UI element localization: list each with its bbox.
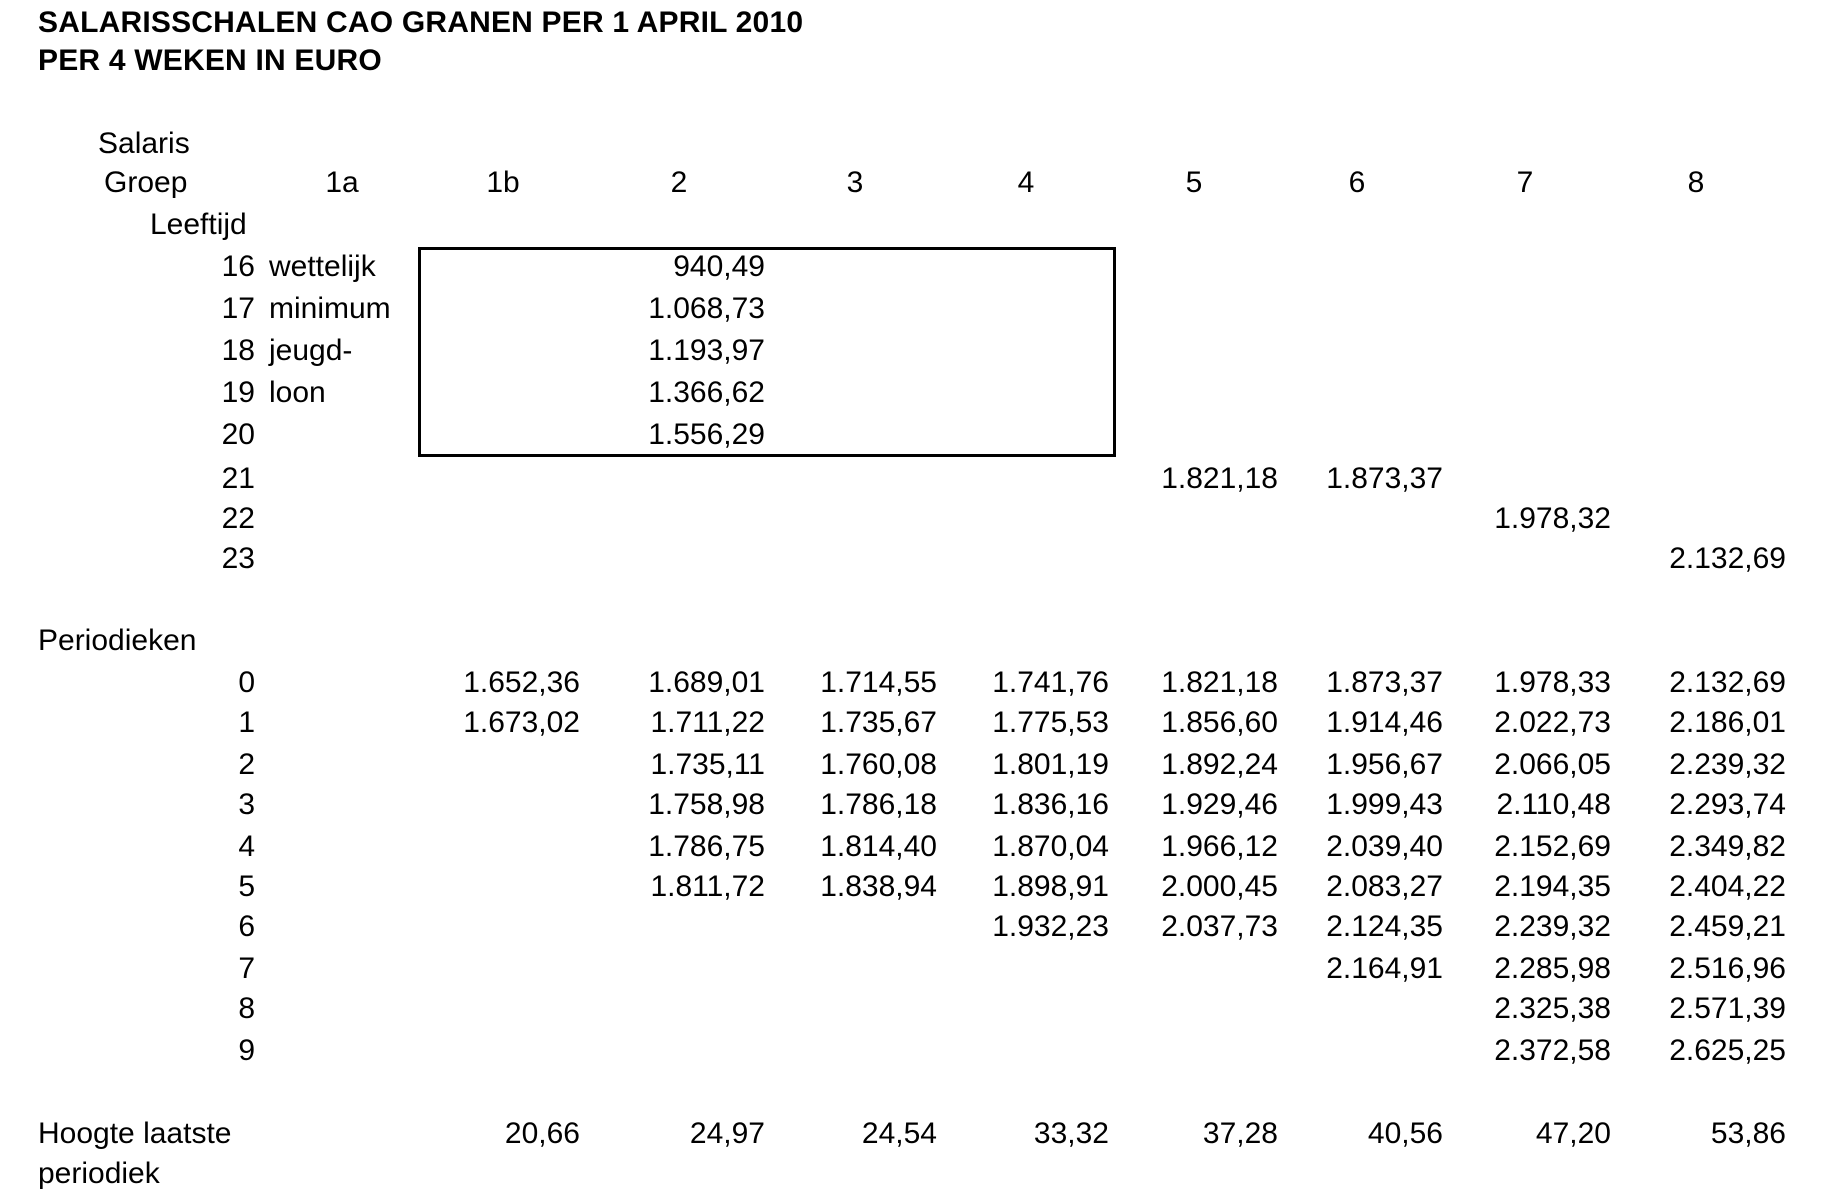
age-16: 16	[221, 250, 255, 283]
periodiek-0-group-8: 2.132,69	[1669, 666, 1786, 699]
periodiek-1-group-1b: 1.673,02	[463, 706, 580, 739]
periodiek-2-group-6: 1.956,67	[1326, 748, 1443, 781]
age-22: 22	[221, 502, 255, 535]
group-header-3: 3	[846, 166, 864, 199]
periodiek-1-group-5: 1.856,60	[1161, 706, 1278, 739]
periodiek-1-group-2: 1.711,22	[650, 706, 765, 739]
periodiek-5-group-3: 1.838,94	[820, 870, 937, 903]
periodiek-8-group-7: 2.325,38	[1494, 992, 1611, 1025]
periodiek-7-group-6: 2.164,91	[1326, 952, 1443, 985]
periodiek-3-group-6: 1.999,43	[1326, 788, 1443, 821]
periodiek-2-group-5: 1.892,24	[1161, 748, 1278, 781]
periodiek-0-group-7: 1.978,33	[1494, 666, 1611, 699]
last-periodic-group-1b: 20,66	[504, 1117, 580, 1150]
periodiek-step-4: 4	[238, 830, 255, 863]
periodiek-step-2: 2	[238, 748, 255, 781]
group-header-5: 5	[1185, 166, 1203, 199]
header-groep: Groep	[104, 166, 188, 199]
periodiek-4-group-2: 1.786,75	[648, 830, 765, 863]
group-header-8: 8	[1687, 166, 1705, 199]
periodiek-6-group-6: 2.124,35	[1326, 910, 1443, 943]
last-periodic-group-3: 24,54	[861, 1117, 937, 1150]
last-periodic-group-4: 33,32	[1033, 1117, 1109, 1150]
age-19: 19	[221, 376, 255, 409]
periodiek-3-group-8: 2.293,74	[1669, 788, 1786, 821]
periodiek-step-7: 7	[238, 952, 255, 985]
periodiek-6-group-4: 1.932,23	[992, 910, 1109, 943]
last-periodic-group-2: 24,97	[689, 1117, 765, 1150]
group-header-4: 4	[1017, 166, 1035, 199]
youth-label-wettelijk: wettelijk	[269, 250, 376, 283]
periodiek-6-group-5: 2.037,73	[1161, 910, 1278, 943]
periodiek-5-group-6: 2.083,27	[1326, 870, 1443, 903]
periodiek-4-group-4: 1.870,04	[992, 830, 1109, 863]
last-periodic-group-5: 37,28	[1202, 1117, 1278, 1150]
youth-label-loon: loon	[269, 376, 326, 409]
periodiek-3-group-2: 1.758,98	[648, 788, 765, 821]
periodiek-1-group-8: 2.186,01	[1669, 706, 1786, 739]
periodiek-7-group-7: 2.285,98	[1494, 952, 1611, 985]
periodiek-step-6: 6	[238, 910, 255, 943]
periodiek-2-group-7: 2.066,05	[1494, 748, 1611, 781]
periodiek-4-group-8: 2.349,82	[1669, 830, 1786, 863]
periodiek-0-group-6: 1.873,37	[1326, 666, 1443, 699]
periodiek-2-group-3: 1.760,08	[820, 748, 937, 781]
periodiek-1-group-7: 2.022,73	[1494, 706, 1611, 739]
periodiek-0-group-4: 1.741,76	[992, 666, 1109, 699]
periodieken-label: Periodieken	[38, 624, 197, 657]
youth-wage-box	[418, 247, 1116, 457]
youth-value-17: 1.068,73	[648, 292, 765, 325]
periodiek-9-group-8: 2.625,25	[1669, 1034, 1786, 1067]
periodiek-1-group-6: 1.914,46	[1326, 706, 1443, 739]
periodiek-6-group-7: 2.239,32	[1494, 910, 1611, 943]
periodiek-step-3: 3	[238, 788, 255, 821]
age-20: 20	[221, 418, 255, 451]
last-periodic-label-line-1: Hoogte laatste	[38, 1117, 232, 1150]
youth-value-20: 1.556,29	[648, 418, 765, 451]
age-17: 17	[221, 292, 255, 325]
youth-value-19: 1.366,62	[648, 376, 765, 409]
header-salaris: Salaris	[98, 127, 190, 160]
periodiek-5-group-7: 2.194,35	[1494, 870, 1611, 903]
group-header-2: 2	[670, 166, 688, 199]
group-header-1a: 1a	[325, 166, 359, 199]
periodiek-2-group-8: 2.239,32	[1669, 748, 1786, 781]
age-18: 18	[221, 334, 255, 367]
periodiek-step-0: 0	[238, 666, 255, 699]
periodiek-9-group-7: 2.372,58	[1494, 1034, 1611, 1067]
youth-value-18: 1.193,97	[648, 334, 765, 367]
age-23-group-8: 2.132,69	[1669, 542, 1786, 575]
periodiek-5-group-5: 2.000,45	[1161, 870, 1278, 903]
age-23: 23	[221, 542, 255, 575]
last-periodic-group-7: 47,20	[1535, 1117, 1611, 1150]
periodiek-5-group-4: 1.898,91	[992, 870, 1109, 903]
document-title-line-1: SALARISSCHALEN CAO GRANEN PER 1 APRIL 2010	[38, 6, 804, 39]
periodiek-step-8: 8	[238, 992, 255, 1025]
age-22-group-7: 1.978,32	[1494, 502, 1611, 535]
periodiek-1-group-4: 1.775,53	[992, 706, 1109, 739]
periodiek-7-group-8: 2.516,96	[1669, 952, 1786, 985]
periodiek-0-group-2: 1.689,01	[648, 666, 765, 699]
periodiek-3-group-3: 1.786,18	[820, 788, 937, 821]
periodiek-5-group-2: 1.811,72	[650, 870, 765, 903]
youth-value-16: 940,49	[673, 250, 765, 283]
last-periodic-label-line-2: periodiek	[38, 1157, 160, 1190]
periodiek-0-group-3: 1.714,55	[820, 666, 937, 699]
age-21: 21	[221, 462, 255, 495]
document-title-line-2: PER 4 WEKEN IN EURO	[38, 44, 382, 77]
periodiek-0-group-1b: 1.652,36	[463, 666, 580, 699]
periodiek-4-group-3: 1.814,40	[820, 830, 937, 863]
periodiek-step-1: 1	[238, 706, 255, 739]
header-leeftijd: Leeftijd	[150, 208, 247, 241]
group-header-6: 6	[1348, 166, 1366, 199]
group-header-7: 7	[1516, 166, 1534, 199]
periodiek-2-group-2: 1.735,11	[650, 748, 765, 781]
age-21-group-5: 1.821,18	[1161, 462, 1278, 495]
periodiek-step-5: 5	[238, 870, 255, 903]
periodiek-1-group-3: 1.735,67	[820, 706, 937, 739]
periodiek-3-group-4: 1.836,16	[992, 788, 1109, 821]
last-periodic-group-8: 53,86	[1710, 1117, 1786, 1150]
periodiek-0-group-5: 1.821,18	[1161, 666, 1278, 699]
periodiek-5-group-8: 2.404,22	[1669, 870, 1786, 903]
last-periodic-group-6: 40,56	[1367, 1117, 1443, 1150]
periodiek-4-group-6: 2.039,40	[1326, 830, 1443, 863]
periodiek-4-group-7: 2.152,69	[1494, 830, 1611, 863]
group-header-1b: 1b	[486, 166, 520, 199]
youth-label-jeugd: jeugd-	[269, 334, 353, 367]
periodiek-6-group-8: 2.459,21	[1669, 910, 1786, 943]
periodiek-3-group-5: 1.929,46	[1161, 788, 1278, 821]
age-21-group-6: 1.873,37	[1326, 462, 1443, 495]
periodiek-8-group-8: 2.571,39	[1669, 992, 1786, 1025]
periodiek-3-group-7: 2.110,48	[1496, 788, 1611, 821]
periodiek-step-9: 9	[238, 1034, 255, 1067]
youth-label-minimum: minimum	[269, 292, 391, 325]
periodiek-2-group-4: 1.801,19	[992, 748, 1109, 781]
periodiek-4-group-5: 1.966,12	[1161, 830, 1278, 863]
